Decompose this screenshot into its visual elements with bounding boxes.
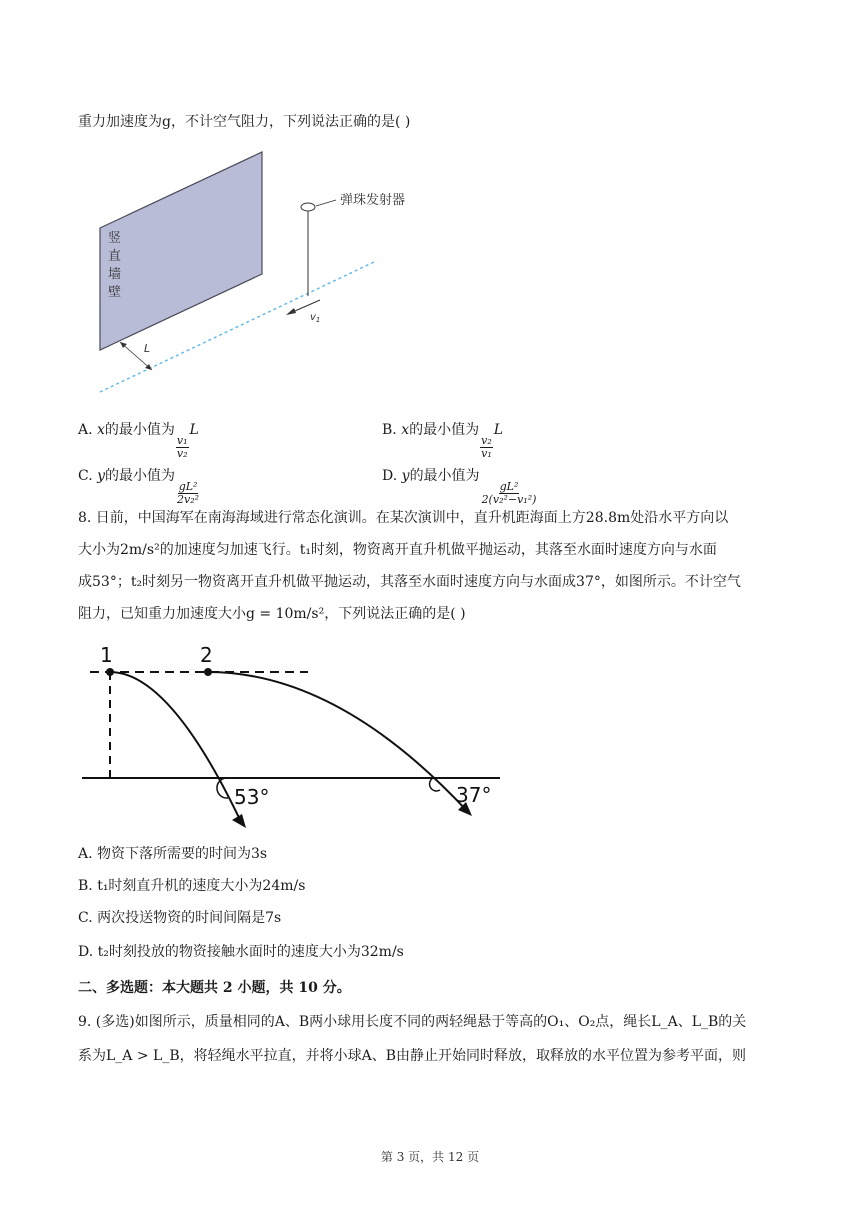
vertical-wall	[100, 152, 262, 350]
q7-figure	[90, 148, 430, 398]
q8-figure	[78, 638, 508, 834]
q9-line-1: 9. (多选)如图所示，质量相同的A、B两小球用长度不同的两轻绳悬于等高的O₁、O₂点，绳长L_A、L_B的关	[78, 1014, 747, 1030]
trajectory-1	[110, 672, 242, 824]
point-1-label: 1	[100, 643, 113, 667]
angle-arc-2	[430, 778, 440, 791]
q9-line-2: 系为L_A > L_B，将轻绳水平拉直，并将小球A、B由静止开始同时释放，取释放的水平位置为参考平面，则	[78, 1048, 747, 1064]
q7-intro: 重力加速度为g，不计空气阻力，下列说法正确的是( )	[78, 114, 411, 130]
q8-line-2: 大小为2m/s²的加速度匀加速飞行。t₁时刻，物资离开直升机做平抛运动，其落至水面时速度方向与水面	[78, 542, 717, 558]
q8-option-d[interactable]: D. t₂时刻投放的物资接触水面时的速度大小为32m/s	[78, 944, 404, 960]
section-2-heading: 二、多选题：本大题共 2 小题，共 10 分。	[78, 980, 351, 996]
v1-label: $v_1$	[310, 312, 321, 324]
wall-label-1: 竖	[108, 231, 122, 246]
wall-label-4: 壁	[108, 285, 122, 300]
angle-1-label: 53°	[234, 785, 270, 809]
q8-option-a[interactable]: A. 物资下落所需要的时间为3s	[78, 846, 268, 862]
wall-label-3: 墙	[108, 267, 122, 282]
launcher-label: 弹珠发射器	[340, 193, 406, 208]
angle-2-label: 37°	[456, 783, 492, 807]
q7-option-a[interactable]: A. x的最小值为 $\frac{\text{v₁}}{\text{v₂}}$ L	[78, 422, 199, 460]
L-label: L	[144, 342, 151, 355]
q8-option-c[interactable]: C. 两次投送物资的时间间隔是7s	[78, 910, 282, 926]
launcher-icon	[301, 203, 315, 211]
q8-option-b[interactable]: B. t₁时刻直升机的速度大小为24m/s	[78, 878, 306, 894]
q8-line-1: 8. 日前，中国海军在南海海域进行常态化演训。在某次演训中，直升机距海面上方28.8m处沿水平方向以	[78, 510, 729, 526]
wall-label-2: 直	[108, 249, 122, 264]
q7-option-c[interactable]: C. y的最小值为 $\frac{\text{gL²}}{\text{2v₂²}}$	[78, 468, 200, 506]
q7-option-d[interactable]: D. y的最小值为 $\frac{\text{gL²}}{\text{2(v₂²−v₁²)}}$	[382, 468, 537, 506]
q8-line-3: 成53°；t₂时刻另一物资离开直升机做平抛运动，其落至水面时速度方向与水面成37°，如图所示。不计空气	[78, 574, 741, 590]
point-2-label: 2	[200, 643, 213, 667]
q8-line-4: 阻力，已知重力加速度大小g = 10m/s²，下列说法正确的是( )	[78, 606, 466, 622]
angle-arc-1	[217, 778, 228, 798]
page-footer: 第 3 页，共 12 页	[380, 1150, 480, 1164]
q7-option-b[interactable]: B. x的最小值为 $\frac{\text{v₂}}{\text{v₁}}$ L	[382, 422, 504, 460]
